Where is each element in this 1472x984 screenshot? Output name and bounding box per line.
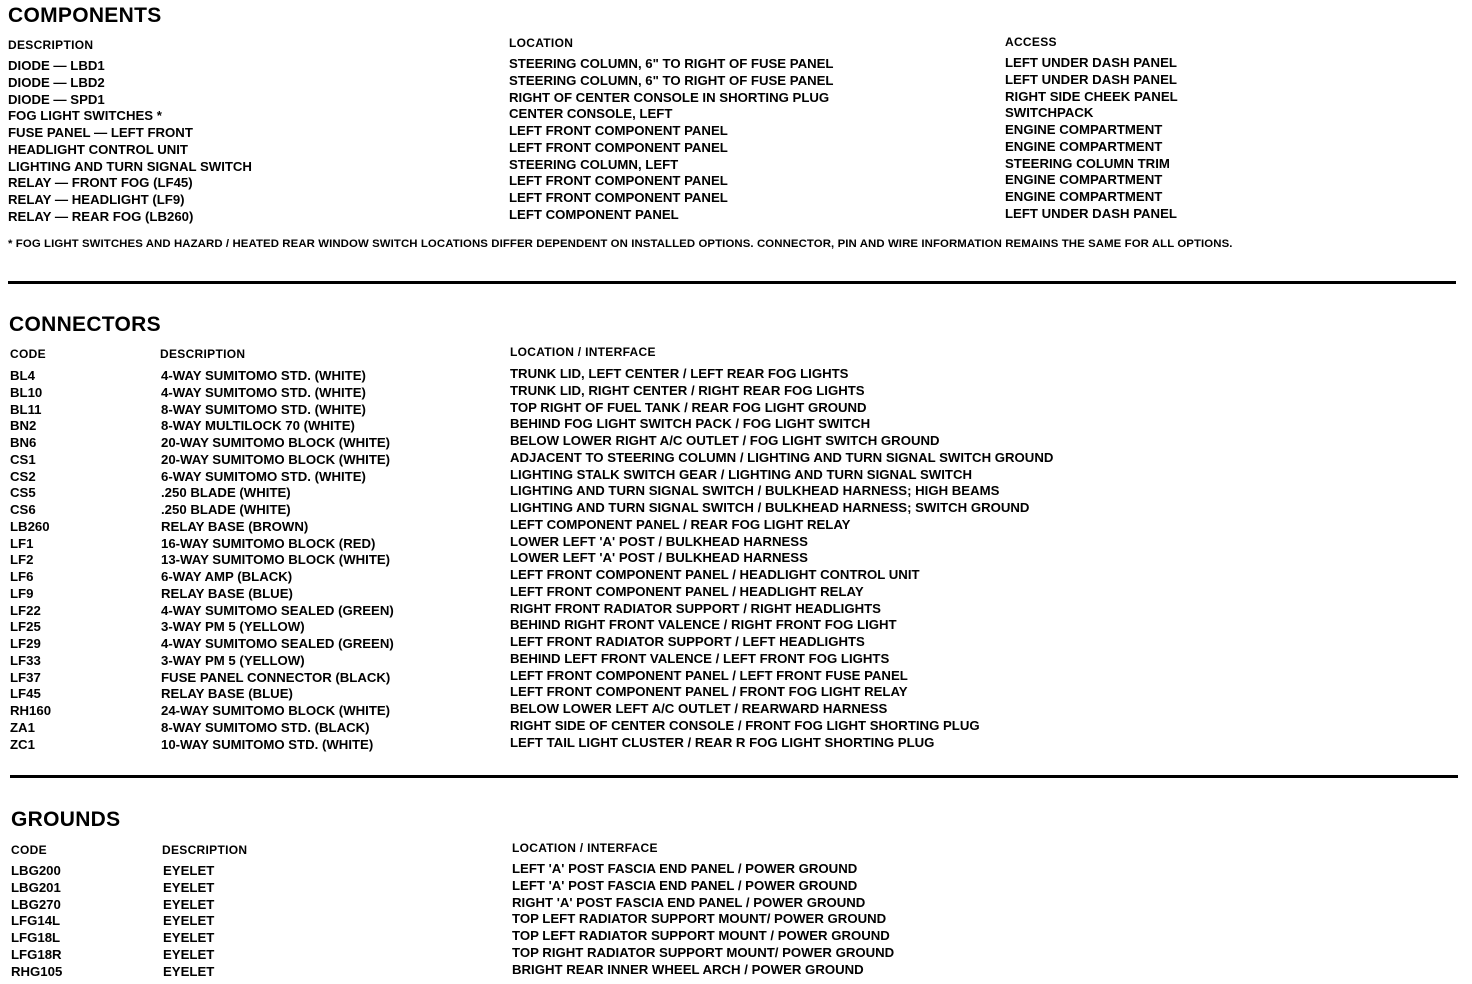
grounds-title: GROUNDS [11,808,121,831]
table-cell-location: BEHIND LEFT FRONT VALENCE / LEFT FRONT FOG LIGHTS [510,650,890,666]
table-cell-location: TOP RIGHT OF FUEL TANK / REAR FOG LIGHT GROUND [510,399,867,415]
table-cell-access: LEFT UNDER DASH PANEL [1005,205,1177,221]
table-cell-code: LFG18L [11,930,61,945]
table-cell-code: CS2 [10,468,36,484]
table-cell-location: LOWER LEFT 'A' POST / BULKHEAD HARNESS [510,550,808,566]
table-cell-description: 6-WAY AMP (BLACK) [161,569,293,584]
table-cell-description: FUSE PANEL CONNECTOR (BLACK) [161,669,391,685]
table-cell-code: LF6 [10,569,34,584]
table-cell-description: 4-WAY SUMITOMO STD. (WHITE) [161,384,366,400]
table-cell-location: TOP LEFT RADIATOR SUPPORT MOUNT / POWER GROUND [512,928,890,943]
table-cell-location: ADJACENT TO STEERING COLUMN / LIGHTING AND TURN SIGNAL SWITCH GROUND [510,449,1054,465]
table-cell-description: 10-WAY SUMITOMO STD. (WHITE) [161,736,374,752]
grounds-description-header: DESCRIPTION [162,843,248,857]
table-cell-location: LEFT FRONT COMPONENT PANEL [509,190,728,205]
table-cell-location: LEFT FRONT COMPONENT PANEL [509,139,728,155]
table-cell-code: LF33 [10,652,41,668]
table-cell-description: 13-WAY SUMITOMO BLOCK (WHITE) [161,552,391,568]
table-cell-location: LEFT FRONT COMPONENT PANEL / HEADLIGHT CONTROL UNIT [510,567,920,582]
table-cell-description: 20-WAY SUMITOMO BLOCK (WHITE) [161,451,391,467]
table-cell-description: DIODE — LBD1 [8,58,105,73]
table-cell-code: LF45 [10,686,41,702]
table-cell-location: LIGHTING AND TURN SIGNAL SWITCH / BULKHEAD HARNESS; SWITCH GROUND [510,500,1030,515]
components-footnote: * FOG LIGHT SWITCHES AND HAZARD / HEATED REAR WINDOW SWITCH LOCATIONS DIFFER DEPENDENT ON INSTALLED OPTIONS. CONNECTOR, PIN AND WIRE INFORMATION REMAINS THE SAME FOR ALL OPTIONS. [8,238,1233,250]
table-cell-location: LEFT FRONT COMPONENT PANEL / LEFT FRONT FUSE PANEL [510,667,908,683]
table-cell-location: BELOW LOWER LEFT A/C OUTLET / REARWARD HARNESS [510,701,888,716]
table-cell-location: BEHIND FOG LIGHT SWITCH PACK / FOG LIGHT SWITCH [510,416,871,432]
table-cell-access: ENGINE COMPARTMENT [1005,122,1163,137]
table-cell-code: LBG270 [11,896,61,912]
table-cell-description: EYELET [163,946,215,962]
table-cell-description: EYELET [163,930,215,945]
table-cell-location: RIGHT 'A' POST FASCIA END PANEL / POWER GROUND [512,894,866,910]
table-cell-description: 4-WAY SUMITOMO SEALED (GREEN) [161,602,394,618]
table-cell-description: 8-WAY SUMITOMO STD. (BLACK) [161,719,370,735]
table-cell-description: EYELET [163,963,215,979]
table-cell-description: 3-WAY PM 5 (YELLOW) [161,619,305,635]
table-cell-description: RELAY BASE (BLUE) [161,686,293,702]
table-cell-description: RELAY — FRONT FOG (LF45) [8,175,193,191]
table-cell-description: 16-WAY SUMITOMO BLOCK (RED) [161,535,376,551]
table-cell-description: 8-WAY SUMITOMO STD. (WHITE) [161,401,366,417]
table-cell-location: STEERING COLUMN, LEFT [509,156,679,172]
table-cell-description: EYELET [163,896,215,912]
table-cell-description: 8-WAY MULTILOCK 70 (WHITE) [161,418,355,434]
table-cell-location: LEFT FRONT COMPONENT PANEL [509,173,728,189]
table-cell-location: LEFT 'A' POST FASCIA END PANEL / POWER GROUND [512,861,858,876]
table-cell-code: BN2 [10,418,37,434]
section-divider [8,281,1456,284]
components-description-column [8,58,252,226]
components-description-header: DESCRIPTION [8,38,94,52]
table-cell-description: RELAY BASE (BLUE) [161,585,293,601]
table-cell-description: FOG LIGHT SWITCHES * [8,108,162,124]
table-cell-description: FUSE PANEL — LEFT FRONT [8,125,193,140]
table-cell-code: CS6 [10,502,36,517]
components-location-header: LOCATION [509,36,574,50]
table-cell-location: BRIGHT REAR INNER WHEEL ARCH / POWER GROUND [512,961,864,977]
table-cell-location: LOWER LEFT 'A' POST / BULKHEAD HARNESS [510,533,808,549]
table-cell-description: .250 BLADE (WHITE) [161,502,291,517]
table-cell-location: RIGHT SIDE OF CENTER CONSOLE / FRONT FOG LIGHT SHORTING PLUG [510,717,980,733]
table-cell-location: LEFT FRONT COMPONENT PANEL / FRONT FOG LIGHT RELAY [510,684,908,700]
table-cell-description: LIGHTING AND TURN SIGNAL SWITCH [8,158,252,174]
table-cell-description: RELAY — HEADLIGHT (LF9) [8,192,185,207]
table-cell-code: LFG14L [11,913,61,929]
table-cell-description: EYELET [163,913,215,929]
grounds-location-column [512,861,894,978]
table-cell-code: LB260 [10,518,50,534]
table-cell-code: BL4 [10,368,35,383]
table-cell-code: RHG105 [11,963,63,979]
table-cell-location: STEERING COLUMN, 6" TO RIGHT OF FUSE PANEL [509,56,834,71]
table-cell-location: LEFT FRONT COMPONENT PANEL [509,123,728,138]
connectors-description-header: DESCRIPTION [160,347,246,361]
table-cell-description: 4-WAY SUMITOMO SEALED (GREEN) [161,636,394,651]
grounds-code-column [11,863,62,980]
table-cell-code: ZC1 [10,736,35,752]
table-cell-access: RIGHT SIDE CHEEK PANEL [1005,88,1178,104]
table-cell-location: LEFT COMPONENT PANEL / REAR FOG LIGHT RELAY [510,516,851,532]
table-cell-description: 20-WAY SUMITOMO BLOCK (WHITE) [161,435,391,450]
table-cell-location: LIGHTING STALK SWITCH GEAR / LIGHTING AND TURN SIGNAL SWITCH [510,466,973,482]
table-cell-code: LFG18R [11,946,62,962]
table-cell-access: LEFT UNDER DASH PANEL [1005,71,1177,87]
table-cell-location: STEERING COLUMN, 6" TO RIGHT OF FUSE PANEL [509,72,834,88]
table-cell-location: CENTER CONSOLE, LEFT [509,106,673,122]
table-cell-description: DIODE — LBD2 [8,74,105,90]
table-cell-location: LEFT 'A' POST FASCIA END PANEL / POWER GROUND [512,877,858,893]
table-cell-access: SWITCHPACK [1005,105,1094,121]
section-divider [10,775,1458,778]
table-cell-description: RELAY — REAR FOG (LB260) [8,208,194,224]
table-cell-location: LIGHTING AND TURN SIGNAL SWITCH / BULKHEAD HARNESS; HIGH BEAMS [510,483,1000,499]
table-cell-code: RH160 [10,703,52,718]
connectors-location-column [510,366,1053,751]
table-cell-description: DIODE — SPD1 [8,91,105,107]
components-title: COMPONENTS [8,4,162,27]
table-cell-location: LEFT FRONT RADIATOR SUPPORT / LEFT HEADLIGHTS [510,634,865,649]
table-cell-code: LF1 [10,535,34,551]
connectors-code-column [10,368,51,753]
table-cell-description: 4-WAY SUMITOMO STD. (WHITE) [161,368,366,383]
grounds-code-header: CODE [11,843,47,857]
connectors-location-header: LOCATION / INTERFACE [510,345,656,359]
components-access-header: ACCESS [1005,35,1057,49]
table-cell-code: BL11 [10,401,42,417]
grounds-location-header: LOCATION / INTERFACE [512,841,658,855]
table-cell-code: CS5 [10,485,36,501]
table-cell-code: LF25 [10,619,41,635]
table-cell-code: LBG200 [11,863,61,878]
table-cell-access: LEFT UNDER DASH PANEL [1005,55,1177,70]
table-cell-location: TOP LEFT RADIATOR SUPPORT MOUNT/ POWER GROUND [512,911,887,927]
table-cell-location: LEFT COMPONENT PANEL [509,206,679,222]
components-access-column [1005,55,1178,223]
table-cell-location: RIGHT OF CENTER CONSOLE IN SHORTING PLUG [509,89,830,105]
table-cell-location: BEHIND RIGHT FRONT VALENCE / RIGHT FRONT FOG LIGHT [510,617,897,633]
table-cell-location: RIGHT FRONT RADIATOR SUPPORT / RIGHT HEADLIGHTS [510,600,881,616]
table-cell-code: LF37 [10,669,41,685]
connectors-description-column [161,368,394,753]
table-cell-description: EYELET [163,863,215,878]
table-cell-description: HEADLIGHT CONTROL UNIT [8,141,188,157]
table-cell-code: CS1 [10,451,36,467]
table-cell-code: LBG201 [11,879,61,895]
table-cell-access: ENGINE COMPARTMENT [1005,189,1163,204]
table-cell-description: 24-WAY SUMITOMO BLOCK (WHITE) [161,703,391,718]
table-cell-description: RELAY BASE (BROWN) [161,518,309,534]
table-cell-description: 3-WAY PM 5 (YELLOW) [161,652,305,668]
table-cell-code: LF9 [10,585,34,601]
table-cell-code: LF2 [10,552,34,568]
table-cell-code: BL10 [10,384,43,400]
table-cell-description: .250 BLADE (WHITE) [161,485,291,501]
table-cell-access: STEERING COLUMN TRIM [1005,155,1170,171]
table-cell-location: TRUNK LID, RIGHT CENTER / RIGHT REAR FOG LIGHTS [510,382,865,398]
table-cell-code: BN6 [10,435,37,450]
table-cell-description: 6-WAY SUMITOMO STD. (WHITE) [161,468,366,484]
table-cell-location: LEFT FRONT COMPONENT PANEL / HEADLIGHT RELAY [510,583,864,599]
table-cell-code: LF29 [10,636,41,651]
table-cell-location: BELOW LOWER RIGHT A/C OUTLET / FOG LIGHT SWITCH GROUND [510,433,940,448]
table-cell-code: ZA1 [10,719,35,735]
table-cell-description: EYELET [163,879,215,895]
connectors-title: CONNECTORS [9,313,161,336]
connectors-code-header: CODE [10,347,46,361]
table-cell-access: ENGINE COMPARTMENT [1005,172,1163,188]
components-location-column [509,56,833,224]
table-cell-location: TOP RIGHT RADIATOR SUPPORT MOUNT/ POWER GROUND [512,944,895,960]
table-cell-location: TRUNK LID, LEFT CENTER / LEFT REAR FOG LIGHTS [510,366,849,381]
table-cell-location: LEFT TAIL LIGHT CLUSTER / REAR R FOG LIGHT SHORTING PLUG [510,734,935,750]
table-cell-access: ENGINE COMPARTMENT [1005,138,1163,154]
grounds-description-column [163,863,214,980]
table-cell-code: LF22 [10,602,41,618]
